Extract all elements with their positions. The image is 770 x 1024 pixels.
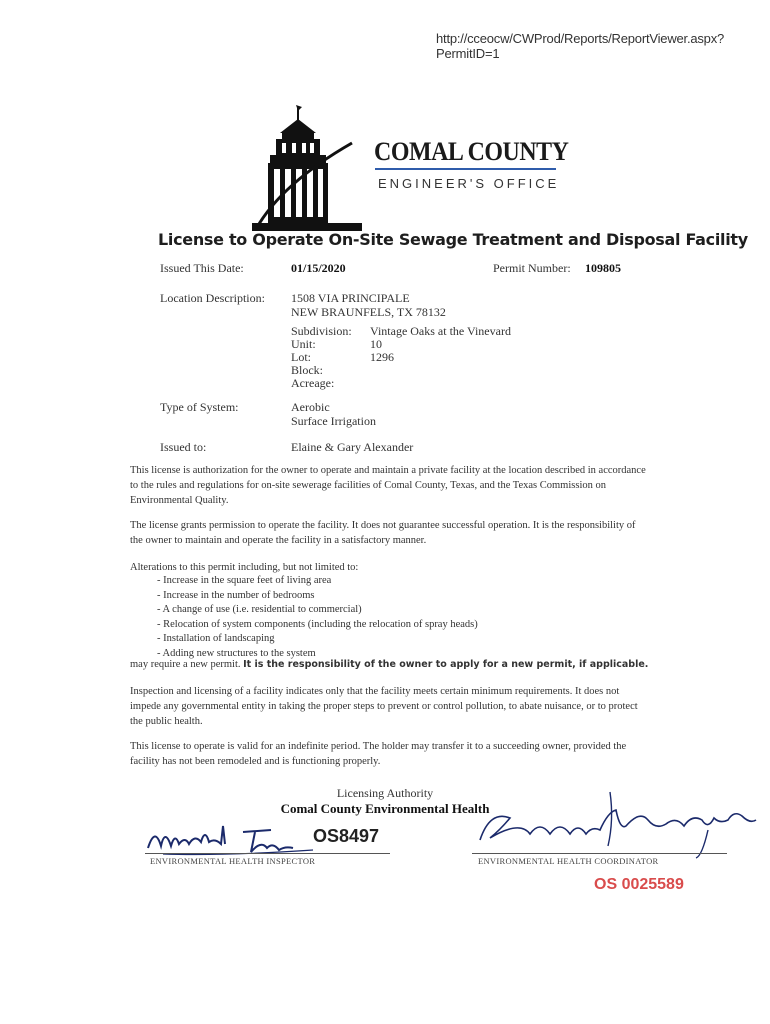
alterations-list bbox=[157, 574, 478, 661]
location-label: Location Description: bbox=[160, 291, 265, 305]
list-item: - A change of use (i.e. residential to commercial) bbox=[157, 603, 478, 618]
inspector-code: OS8497 bbox=[313, 826, 380, 846]
transfer-paragraph: This license to operate is valid for an indefinite period. The holder may transfer it to a succeeding owner, provided the facility has not been remodeled and is functioning properly. bbox=[130, 741, 627, 767]
issued-to-value: Elaine & Gary Alexander bbox=[291, 440, 414, 454]
coordinator-signature bbox=[470, 790, 760, 860]
coordinator-title: ENVIRONMENTAL HEALTH COORDINATOR bbox=[478, 856, 659, 866]
block-label: Block: bbox=[291, 363, 323, 377]
permission-paragraph: The license grants permission to operate the facility. It does not guarantee successful operation. It is the responsibility of the owner to maintain and operate the facility in a satisfactory manner. bbox=[130, 520, 636, 546]
inspector-title: ENVIRONMENTAL HEALTH INSPECTOR bbox=[150, 856, 316, 866]
alterations-outro bbox=[130, 657, 650, 672]
lot-label: Lot: bbox=[291, 350, 311, 364]
inspector-signature-line bbox=[145, 853, 390, 854]
list-item: - Increase in the number of bedrooms bbox=[157, 589, 478, 604]
list-item: - Increase in the square feet of living area bbox=[157, 574, 478, 589]
owner-responsibility-note: It is the responsibility of the owner to apply for a new permit, if applicable. bbox=[243, 659, 649, 670]
report-url: http://cceocw/CWProd/Reports/ReportViewer.aspx?PermitID=1 bbox=[436, 31, 725, 61]
list-item: - Installation of landscaping bbox=[157, 632, 478, 647]
brand-rule bbox=[375, 168, 556, 170]
list-item: - Adding new structures to the system bbox=[157, 647, 478, 662]
document-title: License to Operate On-Site Sewage Treatment and Disposal Facility bbox=[158, 230, 748, 249]
alterations-intro: Alterations to this permit including, but not limited to: bbox=[130, 562, 359, 573]
issued-to-label: Issued to: bbox=[160, 440, 207, 454]
system-type-label: Type of System: bbox=[160, 400, 239, 414]
permit-number-value: 109805 bbox=[585, 261, 621, 275]
lot-value: 1296 bbox=[370, 350, 394, 364]
subdivision-value: Vintage Oaks at the Vinevard bbox=[370, 324, 511, 338]
coordinator-signature-line bbox=[472, 853, 727, 854]
issued-date-value: 01/15/2020 bbox=[291, 261, 346, 275]
brand-name: COMAL COUNTY bbox=[374, 137, 569, 166]
acreage-label: Acreage: bbox=[291, 376, 335, 390]
licensing-authority-name: Comal County Environmental Health bbox=[280, 801, 490, 816]
list-item: - Relocation of system components (including the relocation of spray heads) bbox=[157, 618, 478, 633]
inspection-paragraph: Inspection and licensing of a facility indicates only that the facility meets certain minimum requirements. It does not impede any governmental entity in taking the proper steps to prevent or control pollution, to abate nuisance, or to protect the public health. bbox=[130, 686, 638, 727]
stamp-number: OS 0025589 bbox=[594, 876, 684, 893]
brand-subtitle: ENGINEER'S OFFICE bbox=[378, 176, 560, 191]
system-type-line-1: Aerobic bbox=[291, 400, 330, 414]
address-line-1: 1508 VIA PRINCIPALE bbox=[291, 291, 410, 305]
issued-date-label: Issued This Date: bbox=[160, 261, 244, 275]
unit-value: 10 bbox=[370, 337, 382, 351]
address-line-2: NEW BRAUNFELS, TX 78132 bbox=[291, 305, 446, 319]
unit-label: Unit: bbox=[291, 337, 316, 351]
licensing-authority-label: Licensing Authority bbox=[336, 786, 434, 800]
subdivision-label: Subdivision: bbox=[291, 324, 352, 338]
system-type-line-2: Surface Irrigation bbox=[291, 414, 376, 428]
authorization-paragraph: This license is authorization for the owner to operate and maintain a private facility at the location described in accordance to the rules and regulations for on-site sewerage facilities of Comal County, Texas, and the Texas Commission on Environmental Quality. bbox=[130, 465, 646, 506]
permit-number-label: Permit Number: bbox=[493, 261, 571, 275]
alterations-outro-text: may require a new permit. bbox=[130, 659, 241, 670]
courthouse-logo bbox=[252, 103, 362, 233]
